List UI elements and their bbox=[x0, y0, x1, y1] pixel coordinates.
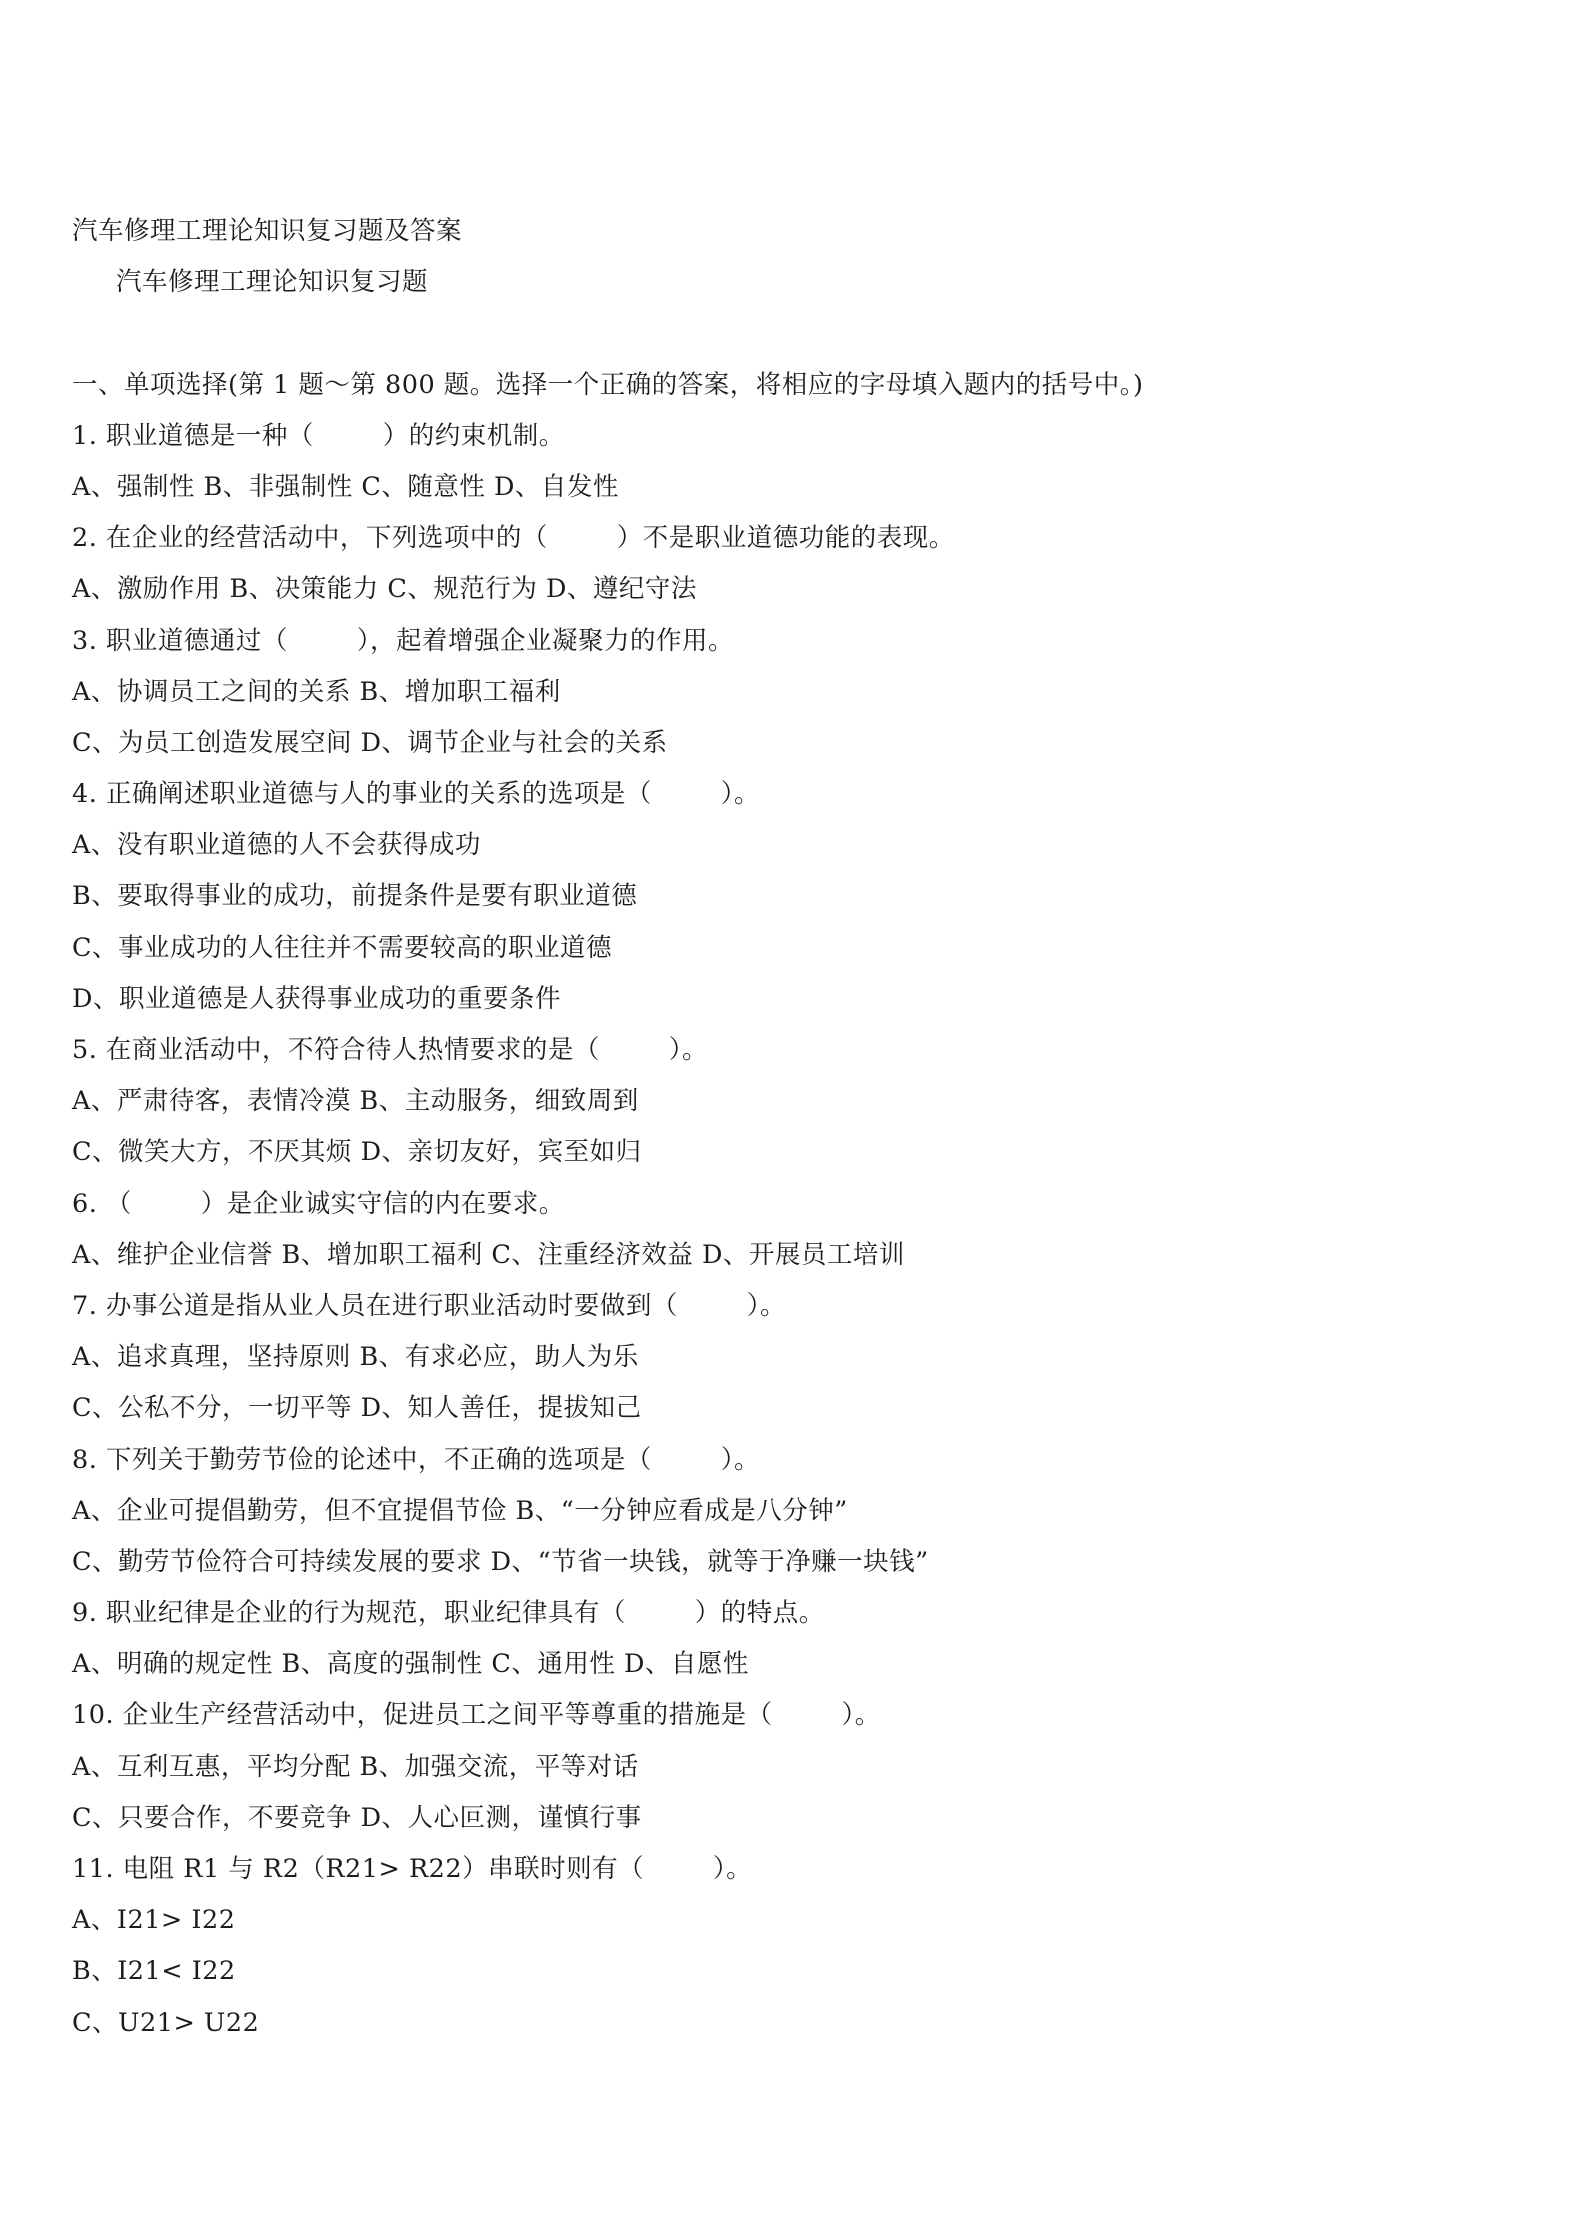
question-11: 11. 电阻 R1 与 R2（R21> R22）串联时则有（ ）。 bbox=[72, 1854, 753, 1884]
options-1: A、强制性 B、非强制性 C、随意性 D、自发性 bbox=[72, 471, 619, 502]
options-2: A、激励作用 B、决策能力 C、规范行为 D、遵纪守法 bbox=[72, 574, 697, 605]
options-5-cd: C、微笑大方，不厌其烦 D、亲切友好，宾至如归 bbox=[72, 1137, 642, 1168]
options-8-ab: A、企业可提倡勤劳，但不宜提倡节俭 B、“一分钟应看成是八分钟” bbox=[72, 1495, 848, 1526]
options-10-cd: C、只要合作，不要竞争 D、人心叵测，谨慎行事 bbox=[72, 1802, 642, 1833]
document-subtitle: 汽车修理工理论知识复习题 bbox=[116, 267, 429, 298]
section-heading: 一、单项选择(第 1 题～第 800 题。选择一个正确的答案，将相应的字母填入题内的括号中。) bbox=[72, 369, 1144, 400]
question-9: 9. 职业纪律是企业的行为规范，职业纪律具有（ ）的特点。 bbox=[72, 1598, 825, 1629]
options-3-ab: A、协调员工之间的关系 B、增加职工福利 bbox=[72, 676, 561, 707]
options-7-cd: C、公私不分，一切平等 D、知人善任，提拔知己 bbox=[72, 1393, 642, 1424]
question-5: 5. 在商业活动中，不符合待人热情要求的是（ ）。 bbox=[72, 1035, 709, 1065]
question-8: 8. 下列关于勤劳节俭的论述中，不正确的选项是（ ）。 bbox=[72, 1444, 761, 1475]
question-10: 10. 企业生产经营活动中，促进员工之间平等尊重的措施是（ ）。 bbox=[72, 1700, 881, 1731]
question-7: 7. 办事公道是指从业人员在进行职业活动时要做到（ ）。 bbox=[72, 1290, 787, 1321]
question-6: 6. （ ）是企业诚实守信的内在要求。 bbox=[72, 1188, 565, 1219]
question-2: 2. 在企业的经营活动中，下列选项中的（ ）不是职业道德功能的表现。 bbox=[72, 523, 955, 554]
options-9: A、明确的规定性 B、高度的强制性 C、通用性 D、自愿性 bbox=[72, 1649, 749, 1680]
question-1: 1. 职业道德是一种（ ）的约束机制。 bbox=[72, 420, 565, 451]
options-8-cd: C、勤劳节俭符合可持续发展的要求 D、“节省一块钱，就等于净赚一块钱” bbox=[72, 1546, 929, 1577]
option-4-c: C、事业成功的人往往并不需要较高的职业道德 bbox=[72, 932, 613, 963]
option-11-b: B、I21< I22 bbox=[72, 1956, 236, 1987]
options-7-ab: A、追求真理，坚持原则 B、有求必应，助人为乐 bbox=[72, 1342, 639, 1373]
option-4-b: B、要取得事业的成功，前提条件是要有职业道德 bbox=[72, 881, 638, 912]
option-4-a: A、没有职业道德的人不会获得成功 bbox=[72, 830, 481, 861]
spacer bbox=[72, 308, 1512, 359]
options-6: A、维护企业信誉 B、增加职工福利 C、注重经济效益 D、开展员工培训 bbox=[72, 1239, 905, 1270]
option-11-c: C、U21> U22 bbox=[72, 2007, 260, 2038]
question-4: 4. 正确阐述职业道德与人的事业的关系的选项是（ ）。 bbox=[72, 779, 761, 810]
question-3: 3. 职业道德通过（ ），起着增强企业凝聚力的作用。 bbox=[72, 625, 735, 656]
options-10-ab: A、互利互惠，平均分配 B、加强交流，平等对话 bbox=[72, 1751, 639, 1782]
document-title: 汽车修理工理论知识复习题及答案 bbox=[72, 216, 463, 246]
options-5-ab: A、严肃待客，表情冷漠 B、主动服务，细致周到 bbox=[72, 1086, 639, 1117]
option-11-a: A、I21> I22 bbox=[72, 1905, 236, 1936]
option-4-d: D、职业道德是人获得事业成功的重要条件 bbox=[72, 983, 561, 1014]
options-3-cd: C、为员工创造发展空间 D、调节企业与社会的关系 bbox=[72, 727, 668, 758]
